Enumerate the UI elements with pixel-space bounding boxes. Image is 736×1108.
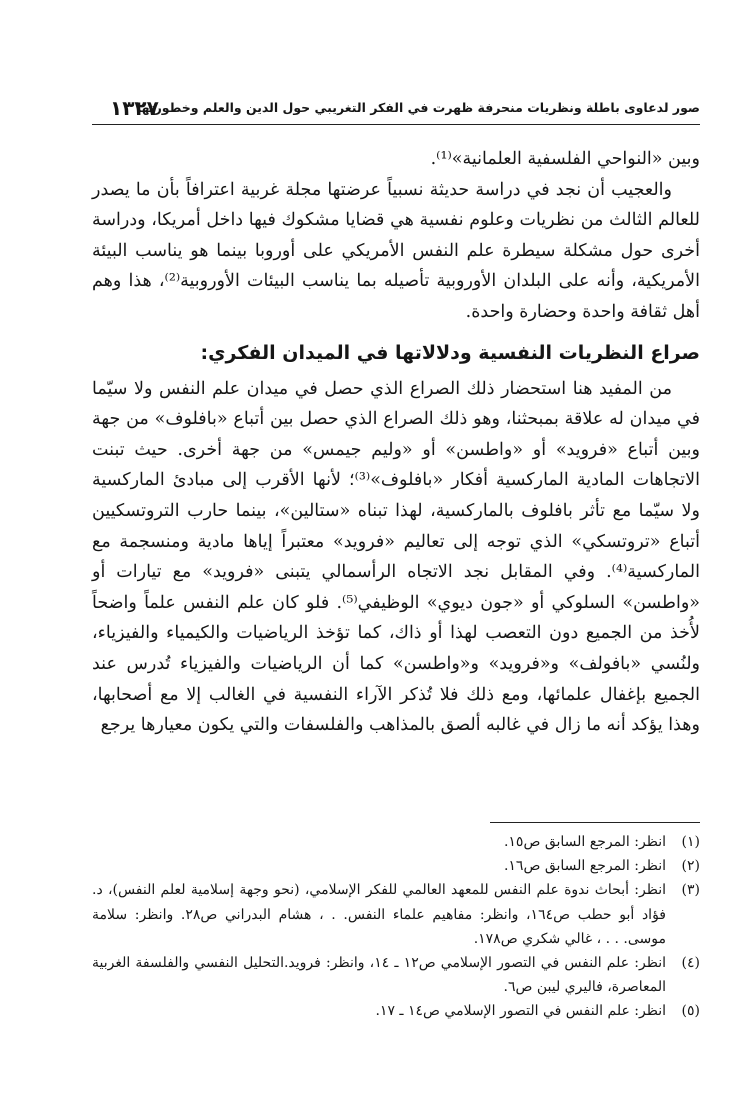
footnote-item bbox=[92, 830, 700, 854]
paragraph-3: من المفيد هنا استحضار ذلك الصراع الذي حصل في ميدان علم النفس ولا سيّما في ميدان له علاقة بمبحثنا، وهو ذلك الصراع الذي حصل بين أتباع «بافلوف» من جهة وبين أتباع «فرويد» أو «واطسن» أو «وليم جيمس» من جهة أخرى. حيث تبنت الاتجاهات المادية الماركسية أفكار «بافلوف»⁽³⁾؛ لأنها الأقرب إلى مبادئ الماركسية ولا سيّما مع تأثر بافلوف بالماركسية، لهذا تبناه «ستالين»، بينما حارب التروتسكيين أتباع «تروتسكي» الذي توجه إلى تعاليم «فرويد» معتبراً إياها مادية ومنسجمة مع الماركسية⁽⁴⁾. وفي المقابل نجد الاتجاه الرأسمالي يتبنى «فرويد» مع تيارات أو «واطسن» السلوكي أو «جون ديوي» الوظيفي⁽⁵⁾. فلو كان علم النفس علماً واضحاً لأُخذ من الجميع دون التعصب لهذا أو ذاك، كما تؤخذ الرياضيات والكيمياء والفيزياء، ولنُسي «بافولف» و«فرويد» و«واطسن» كما أن الرياضيات والفيزياء تُدرس عند الجميع بإغفال علمائها، ومع ذلك فلا تُذكر الآراء النفسية في الغالب إلا مع أصحابها، وهذا يؤكد أنه ما زال في غالبه ألصق بالمذاهب والفلسفات والتي يكون معيارها يرجع bbox=[92, 378, 700, 736]
footnote-separator bbox=[490, 822, 700, 823]
footnote-item bbox=[92, 951, 700, 999]
footnote-item bbox=[92, 999, 700, 1023]
footnote-text: انظر: أبحاث ندوة علم النفس للمعهد العالمي للفكر الإسلامي، (نحو وجهة إسلامية لعلم النفس)، د. فؤاد أبو حطب ص١٦٤، وانظر: مفاهيم علماء النفس. . ، هشام البدراني ص٢٨. وانظر: سلامة موسى. . . ، غالي شكري ص١٧٨. bbox=[92, 882, 666, 947]
footnote-item bbox=[92, 878, 700, 951]
header-rule bbox=[92, 124, 700, 125]
footnote-text: انظر: علم النفس في التصور الإسلامي ص١٢ ـ ١٤، وانظر: فرويد.التحليل النفسي والفلسفة الغربية المعاصرة، فاليري ليبن ص٦. bbox=[92, 955, 666, 996]
header-title: صور لدعاوى باطلة ونظريات منحرفة ظهرت في الفكر التغريبي حول الدين والعلم وخطورتها bbox=[136, 100, 700, 115]
section-heading: صراع النظريات النفسية ودلالاتها في الميدان الفكري: bbox=[200, 341, 700, 364]
footnote-item bbox=[92, 854, 700, 878]
paragraph-1: وبين «النواحي الفلسفية العلمانية»⁽¹⁾. bbox=[430, 149, 700, 169]
footnote-number: (١) bbox=[681, 834, 700, 850]
footnote-number: (٤) bbox=[681, 955, 700, 972]
running-header bbox=[92, 96, 700, 122]
footnote-text: انظر: علم النفس في التصور الإسلامي ص١٤ ـ ١٧. bbox=[375, 1003, 666, 1020]
page-number: ١٣٢٧ bbox=[110, 96, 159, 120]
footnote-number: (٢) bbox=[681, 858, 700, 875]
book-page bbox=[92, 96, 700, 1020]
main-text bbox=[92, 144, 700, 741]
footnote-text: انظر: المرجع السابق ص١٦. bbox=[503, 858, 666, 875]
footnotes bbox=[92, 830, 700, 1024]
paragraph-2: والعجيب أن نجد في دراسة حديثة نسبياً عرضتها مجلة غربية اعترافاً بأن ما يصدر للعالم الثالث من نظريات وعلوم نفسية هي قضايا مشكوك فيها داخل أمريكا، ودراسة أخرى حول مشكلة سيطرة علم النفس الأمريكي على أوروبا بينما هو يناسب البيئة الأمريكية، وأنه على البلدان الأوروبية تأصيله بما يناسب البيئات الأوروبية⁽²⁾، هذا وهم أهل ثقافة واحدة وحضارة واحدة. bbox=[92, 179, 700, 322]
footnote-number: (٥) bbox=[681, 1003, 700, 1020]
footnote-text: انظر: المرجع السابق ص١٥. bbox=[503, 834, 666, 850]
footnote-number: (٣) bbox=[681, 882, 700, 899]
